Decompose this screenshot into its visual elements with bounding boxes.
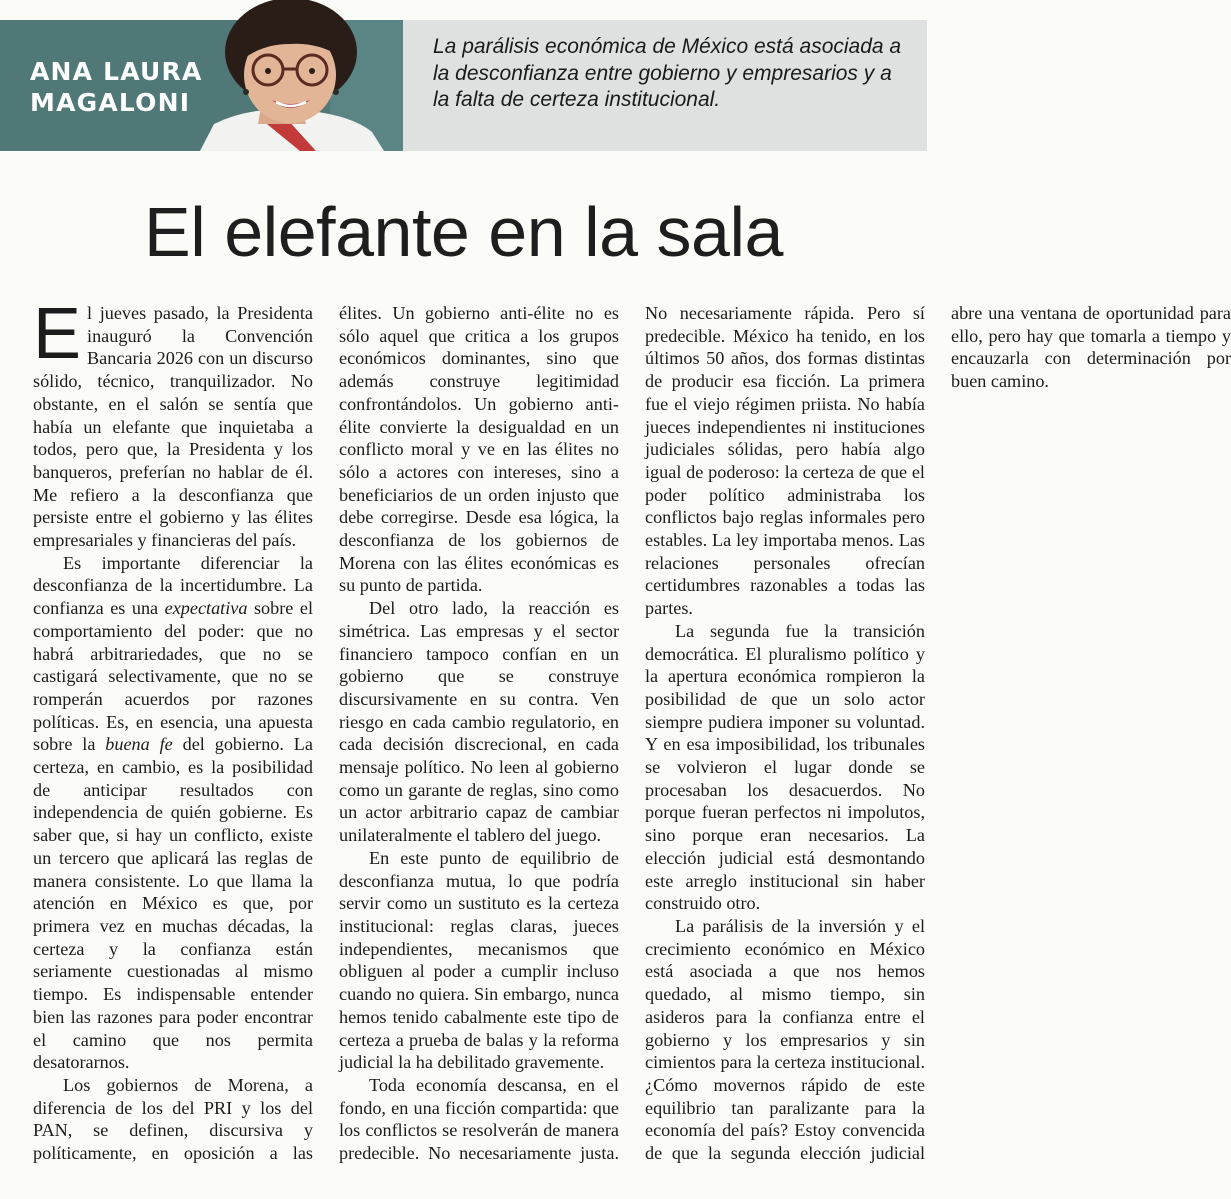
pullquote: La parálisis económica de México está asociada a la desconfianza entre gobierno y empresarios y a la falta de certeza institucional. xyxy=(433,35,902,111)
paragraph-3: Los gobiernos de Morena, a diferencia de los del PRI y los del PAN, se definen, discursiva y políticamente, en oposición a las élites. Un gobierno anti-élite no es sólo aquel que critica a los grupos económicos dominantes, sino que además construye legitimidad confrontándolos. Un gobierno anti-élite convierte la desigualdad en un conflicto moral y ve en las élites no sólo a actores con intereses, sino a beneficiarios de un orden injusto que debe corregirse. Desde esa lógica, la desconfianza de los gobiernos de Morena con las élites económicas es su punto de partida. xyxy=(33,303,619,1164)
paragraph-2-text-c: del gobierno. La certeza, en cambio, es la posibilidad de anticipar resultados con independencia de quién gobierne. Es saber que, si hay un conflicto, existe un tercero que aplicará las reglas de manera consistente. Lo que llama la atención en México es que, por primera vez en muchas décadas, la certeza y la confianza están seriamente cuestionadas al mismo tiempo. Es indispensable entender bien las razones para poder encontrar el camino que nos permita desatorarnos. xyxy=(33,734,313,1073)
paragraph-6: Toda economía descansa, en el fondo, en una ficción compartida: que los conflictos se resolverán de manera predecible. No necesariamente justa. No necesariamente rápida. Pero sí predecible. México ha tenido, en los últimos 50 años, dos formas distintas de producir esa ficción. La primera fue el viejo régimen priista. No había jueces independientes ni instituciones judiciales sólidas, pero había algo igual de poderoso: la certeza de que el poder político administraba los conflictos bajo reglas informales pero estables. La ley importaba menos. Las relaciones personales ofrecían certidumbres razonables a todas las partes. xyxy=(339,303,925,1164)
author-banner xyxy=(0,20,403,151)
paragraph-1 xyxy=(33,294,313,552)
headline: El elefante en la sala xyxy=(144,193,783,271)
article-body xyxy=(33,294,1231,1182)
paragraph-1-text: l jueves pasado, la Presidenta inauguró la Convención Bancaria 2026 con un discurso sólido, técnico, tranquilizador. No obstante, en el salón se sentía que había un elefante que inquietaba a todos, pero que, la Presidenta y los banqueros, preferían no hablar de él. Me refiero a la desconfianza que persiste entre el gobierno y las élites empresariales y financieras del país. xyxy=(33,303,313,551)
paragraph-4: Del otro lado, la reacción es simétrica. Las empresas y el sector financiero tampoco confían en un gobierno que se construye discursivamente en su contra. Ven riesgo en cada cambio regulatorio, en cada decisión discrecional, en cada mensaje político. No leen al gobierno como un garante de reglas, sino como un actor arbitrario capaz de cambiar unilateralmente el tablero del juego. xyxy=(339,598,619,846)
author-name: ANA LAURA MAGALONI xyxy=(30,57,203,117)
paragraph-5: En este punto de equilibrio de desconfianza mutua, lo que podría servir como un sustituto es la certeza institucional: reglas claras, jueces independientes, mecanismos que obliguen al poder a cumplir incluso cuando no quiera. Sin embargo, nunca hemos tenido cabalmente este tipo de certeza a prueba de balas y la reforma judicial la ha debilitado gravemente. xyxy=(339,847,619,1073)
drop-cap: E xyxy=(33,294,82,374)
paragraph-2-text-a: Es importante diferenciar la desconfianza de la incertidumbre. La confianza es una xyxy=(33,552,313,619)
column-header xyxy=(0,20,927,151)
italic-buena-fe: buena fe xyxy=(105,734,173,755)
pullquote-box xyxy=(403,20,927,151)
paragraph-8: La parálisis de la inversión y el crecimiento económico en México está asociada a que nos hemos quedado, al mismo tiempo, sin asideros para la confianza entre el gobierno y los empresarios y sin cimientos para la certeza institucional. ¿Cómo movernos rápido de este equilibrio tan paralizante para la economía del país? Estoy convencida de que la segunda elección judicial abre una ventana de oportunidad para ello, pero hay que tomarla a tiempo y encauzarla con determinación por buen camino. xyxy=(645,303,1231,1164)
paragraph-2 xyxy=(33,552,313,1074)
paragraph-7: La segunda fue la transición democrática. El pluralismo político y la apertura económica rompieron la posibilidad de que un solo actor siempre pudiera imponer su voluntad. Y en esa imposibilidad, los tribunales se volvieron el lugar donde se procesaban los desacuerdos. No porque fueran perfectos ni impolutos, sino porque eran necesarios. La elección judicial está desmontando este arreglo institucional sin haber construido otro. xyxy=(645,620,925,914)
italic-expectativa: expectativa xyxy=(164,598,248,619)
paragraph-2-text-b: sobre el comportamiento del poder: que no habrá arbitrariedades, que no se castigará selectivamente, que no se romperán acuerdos por razones políticas. Es, en esencia, una apuesta sobre la xyxy=(33,598,313,755)
